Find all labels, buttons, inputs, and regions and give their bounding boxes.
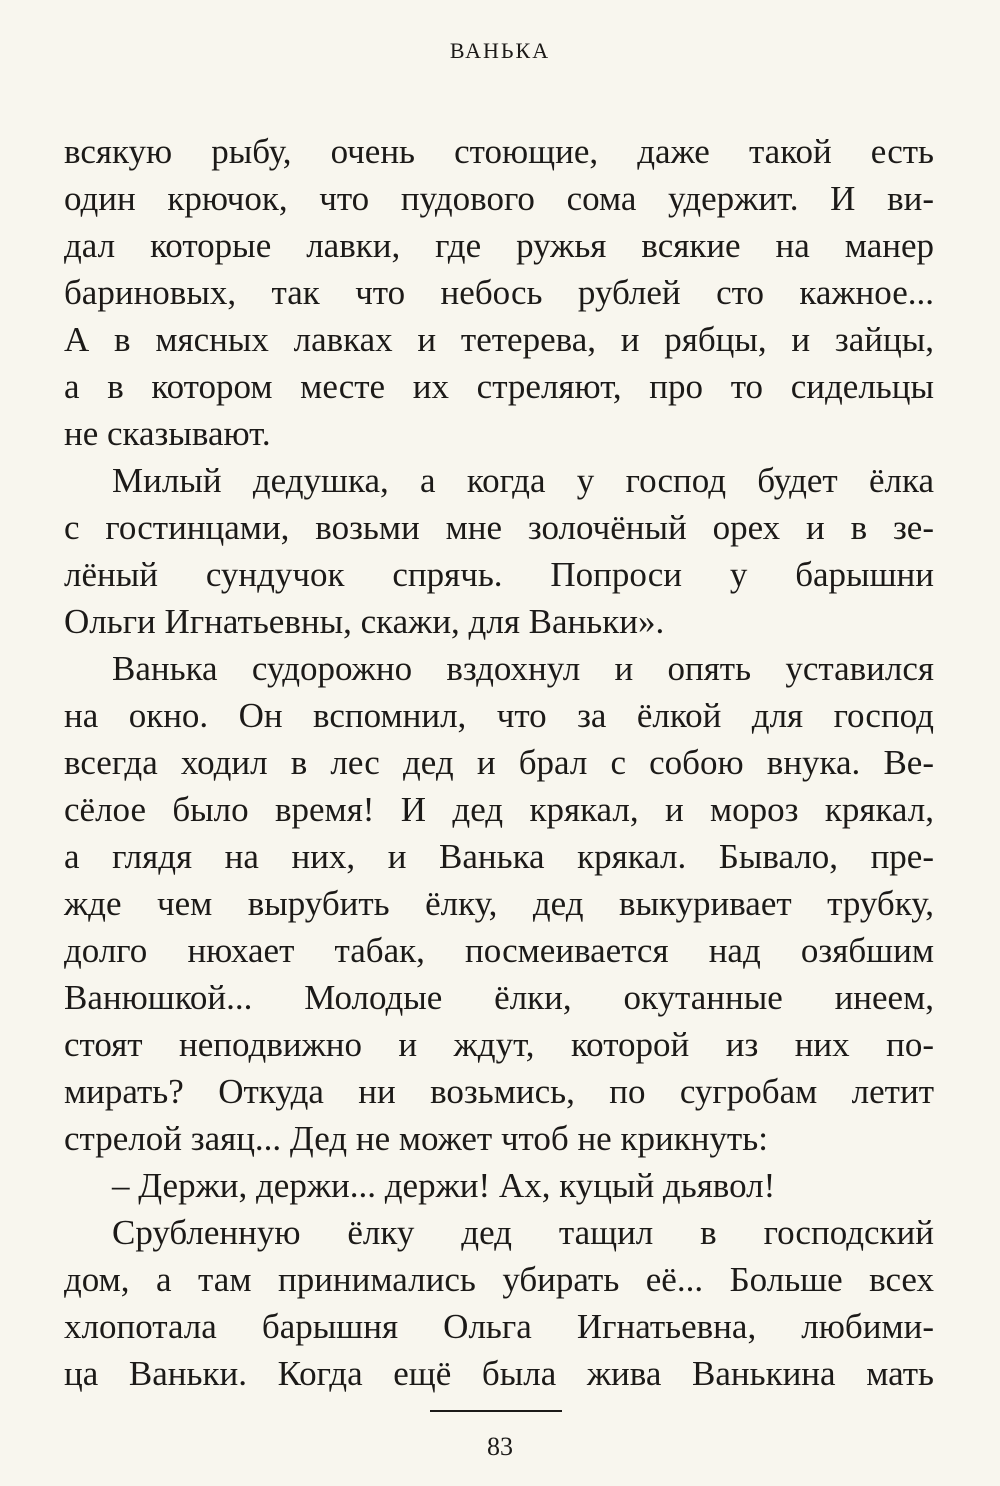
text-line: стрелой заяц... Дед не может чтоб не крикнуть:	[64, 1119, 768, 1158]
text-line: Срубленную ёлку дед тащил в господский	[112, 1213, 934, 1252]
text-line: с гостинцами, возьми мне золочёный орех и в зе-	[64, 508, 934, 547]
text-line: дом, а там принимались убирать её... Больше всех	[64, 1260, 934, 1299]
text-line: дал которые лавки, где ружья всякие на манер	[64, 226, 934, 265]
text-line: сёлое было время! И дед крякал, и мороз крякал,	[64, 790, 934, 829]
text-line: а в котором месте их стреляют, про то сидельцы	[64, 367, 934, 406]
text-line: всегда ходил в лес дед и брал с собою внука. Ве-	[64, 743, 934, 782]
text-line: долго нюхает табак, посмеивается над озябшим	[64, 931, 934, 970]
text-line: Ванюшкой... Молодые ёлки, окутанные инеем,	[64, 978, 934, 1017]
page-number: 83	[487, 1432, 513, 1461]
text-line: а глядя на них, и Ванька крякал. Бывало, пре-	[64, 837, 934, 876]
text-line: мирать? Откуда ни возьмись, по сугробам летит	[64, 1072, 934, 1111]
text-line: А в мясных лавках и тетерева, и рябцы, и зайцы,	[64, 320, 934, 359]
text-line: лёный сундучок спрячь. Попроси у барышни	[64, 555, 934, 594]
running-head: ВАНЬКА	[449, 38, 551, 63]
text-line: бариновых, так что небось рублей сто кажное...	[64, 273, 934, 312]
text-line: Ванька судорожно вздохнул и опять уставился	[112, 649, 934, 688]
text-line: Милый дедушка, а когда у господ будет ёлка	[112, 461, 934, 500]
text-line: не сказывают.	[64, 414, 271, 453]
text-line: всякую рыбу, очень стоющие, даже такой есть	[64, 132, 934, 171]
text-line: хлопотала барышня Ольга Игнатьевна, любими-	[64, 1307, 934, 1346]
footer-rule	[430, 1410, 562, 1412]
text-line: ца Ваньки. Когда ещё была жива Ванькина мать	[64, 1354, 934, 1393]
text-line: стоят неподвижно и ждут, которой из них по-	[64, 1025, 934, 1064]
body-text	[64, 128, 934, 1397]
text-line: один крючок, что пудового сома удержит. И ви-	[64, 179, 934, 218]
text-line: жде чем вырубить ёлку, дед выкуривает трубку,	[64, 884, 934, 923]
dialogue-line: – Держи, держи... держи! Ах, куцый дьявол!	[112, 1166, 776, 1205]
text-line: на окно. Он вспомнил, что за ёлкой для господ	[64, 696, 934, 735]
text-line: Ольги Игнатьевны, скажи, для Ваньки».	[64, 602, 665, 641]
